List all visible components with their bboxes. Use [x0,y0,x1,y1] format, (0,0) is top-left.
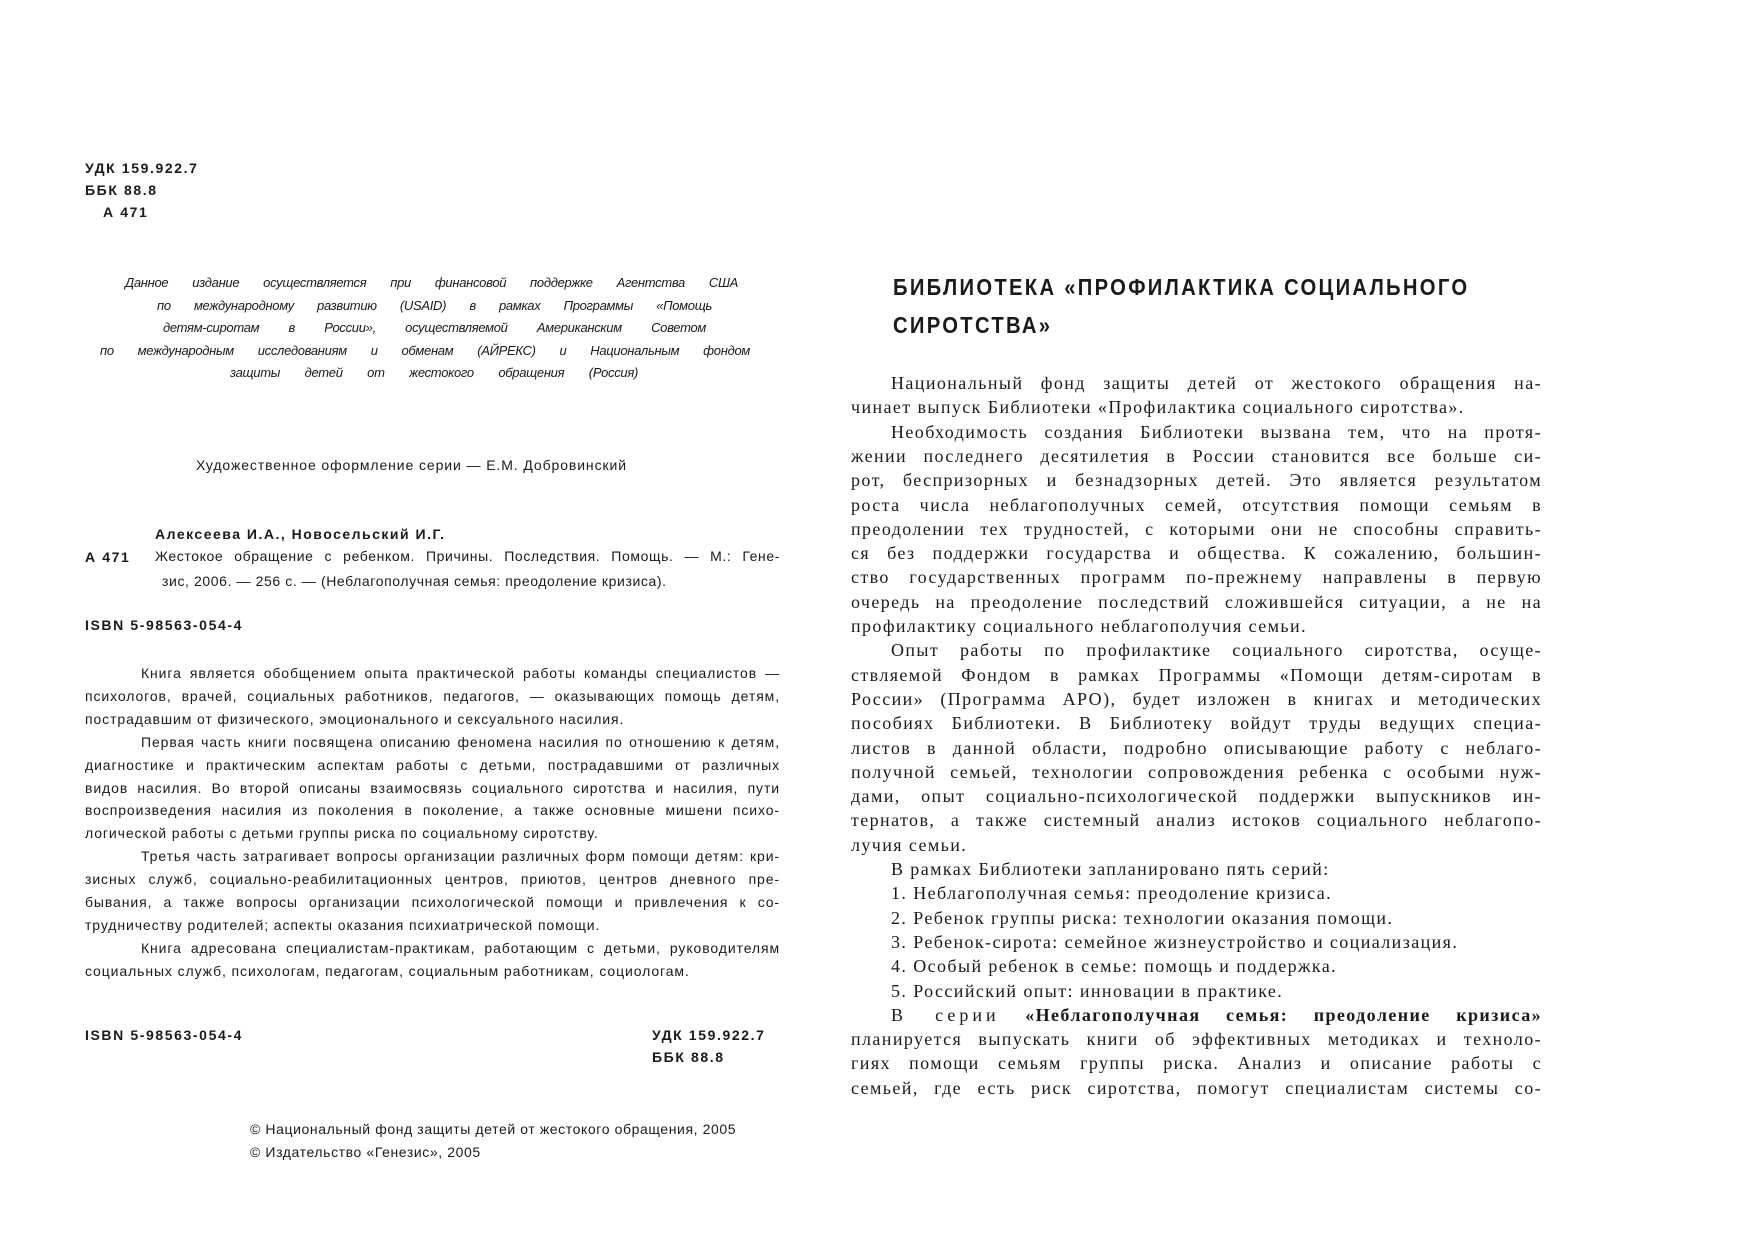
paragraph-line: рот, беспризорных и безнадзорных детей. Это является результатом [851,470,1542,491]
paragraph-line: чинает выпуск Библиотеки «Профилактика социального сиротства». [851,397,1465,418]
paragraph-line: тернатов, а также системный анализ истоков социального неблагопо- [851,810,1542,831]
paragraph-line: профилактику социального неблагополучия семьи. [851,616,1307,636]
paragraph-line: очередь на преодоление последствий сложившейся ситуации, а не на [851,591,1542,612]
biblio-mark: А 471 [85,549,131,565]
paragraph-line: Национальный фонд защиты детей от жестокого обращения на- [891,373,1542,393]
series-description-line: гиях помощи семьям группы риска. Анализ и описание работы с [851,1053,1542,1074]
paragraph-line: ствляемой Фондом в рамках Программы «Помощи детям-сиротам в [851,664,1542,685]
paragraph-line: лучия семьи. [851,834,968,855]
paragraph-line: ство государственных программ по-прежнему направлены в первую [851,567,1542,588]
annotation-line: диагностике и практическим аспектам работы с детьми, пострадавшими от различных [85,756,780,773]
biblio-line: зис, 2006. — 256 с. — (Неблагополучная семья: преодоление кризиса). [162,573,667,589]
sponsor-line: Данное издание осуществляется при финансовой поддержке Агентства США [125,275,738,290]
annotation-line: Первая часть книги посвящена описанию феномена насилия по отношению к детям, [141,733,780,750]
annotation-line: трудничеству родителей; аспекты оказания психиатрической помощи. [85,916,601,933]
paragraph-line: Необходимость создания Библиотеки вызвана тем, что на протя- [891,421,1542,442]
paragraph-line: преодолении тех трудностей, с которыми они не способны справить- [851,518,1542,539]
paragraph-line: 4. Особый ребенок в семье: помощь и поддержка. [891,956,1338,977]
paragraph-line: 3. Ребенок-сирота: семейное жизнеустройство и социализация. [891,931,1459,952]
footer-bbk: ББК 88.8 [652,1049,725,1065]
biblio-line: Жестокое обращение с ребенком. Причины. Последствия. Помощь. — М.: Гене- [155,548,780,564]
author-mark: А 471 [103,204,149,220]
annotation-line: социальных служб, психологам, педагогам, социальным работникам, социологам. [85,962,690,979]
annotation-line: видов насилия. Во второй описаны взаимосвязь социального сиротства и насилия, пути [85,779,780,796]
paragraph-line: получной семьей, технологии сопровождения ребенка с особыми нуж- [851,761,1542,782]
library-heading-line-2: СИРОТСТВА» [893,312,1053,338]
paragraph-line: ся без поддержки государства и общества. К сожалению, большин- [851,543,1542,564]
sponsor-line: защиты детей от жестокого обращения (Россия) [230,365,638,380]
paragraph-line: 2. Ребенок группы риска: технологии оказания помощи. [891,907,1394,928]
library-heading-line-1: БИБЛИОТЕКА «ПРОФИЛАКТИКА СОЦИАЛЬНОГО [893,274,1470,300]
annotation-line: Третья часть затрагивает вопросы организации различных форм помощи детям: кри- [141,848,780,865]
authors: Алексеева И.А., Новосельский И.Г. [155,526,446,542]
paragraph-line: 1. Неблагополучная семья: преодоление кризиса. [891,883,1332,904]
sponsor-line: по международному развитию (USAID) в рамках Программы «Помощь [157,298,712,313]
series-name: «Неблагополучная семья: преодоление кризиса» [1025,1004,1542,1025]
series-description-line: семьей, где есть риск сиротства, помогут специалистам системы со- [851,1077,1542,1098]
annotation-line: воспроизведения насилия из поколения в поколение, а также основные мишени психо- [85,802,780,819]
series-description-line: планируется выпускать книги об эффективных методиках и техноло- [851,1029,1542,1050]
copyright-foundation: © Национальный фонд защиты детей от жестокого обращения, 2005 [250,1121,737,1137]
bbk-code: ББК 88.8 [85,182,158,198]
annotation-line: Книга является обобщением опыта практической работы команды специалистов — [141,665,780,681]
sponsor-line: детям-сиротам в России», осуществляемой Американским Советом [163,320,706,335]
paragraph-line: В рамках Библиотеки запланировано пять серий: [891,859,1330,879]
paragraph-line: дами, опыт социально-психологической поддержки выпускников ин- [851,786,1542,807]
footer-udk: УДК 159.922.7 [652,1027,766,1043]
isbn: ISBN 5-98563-054-4 [85,617,243,633]
series-intro: В серии [891,1004,1000,1025]
paragraph-line: жении последнего десятилетия в России становится все больше си- [851,445,1542,466]
annotation-line: Книга адресована специалистам-практикам, работающим с детьми, руководителям [141,939,780,956]
annotation-line: психологов, врачей, социальных работников, педагогов, — оказывающих помощь детям, [85,687,780,704]
annotation-line: зисных служб, социально-реабилитационных центров, приютов, центров дневного пре- [85,871,780,888]
paragraph-line: роста числа неблагополучных семей, отсутствия помощи семьям в [851,494,1542,515]
annotation-line: логической работы с детьми группы риска по социальному сиротству. [85,825,599,842]
annotation-line: пострадавшим от физического, эмоционального и сексуального насилия. [85,710,625,727]
sponsor-line: по международным исследованиям и обменам (АЙРЕКС) и Национальным фондом [100,343,750,358]
paragraph-line: России» (Программа АРО), будет изложен в книгах и методических [851,688,1542,709]
footer-isbn: ISBN 5-98563-054-4 [85,1027,243,1043]
design-credit: Художественное оформление серии — Е.М. Добровинский [196,457,627,473]
paragraph-line: пособиях Библиотеки. В Библиотеку войдут труды ведущих специа- [851,713,1542,734]
copyright-publisher: © Издательство «Генезис», 2005 [250,1144,481,1160]
paragraph-line: листов в данной области, подробно описывающие работу с неблаго- [851,737,1542,758]
paragraph-line: 5. Российский опыт: инновации в практике. [891,980,1284,1001]
annotation-line: бывания, а также вопросы организации психологической помощи и привлечения к со- [85,894,780,910]
paragraph-line: Опыт работы по профилактике социального сиротства, осуще- [891,640,1542,661]
series-intro-line [851,1003,1542,1027]
udk-code: УДК 159.922.7 [85,160,199,176]
